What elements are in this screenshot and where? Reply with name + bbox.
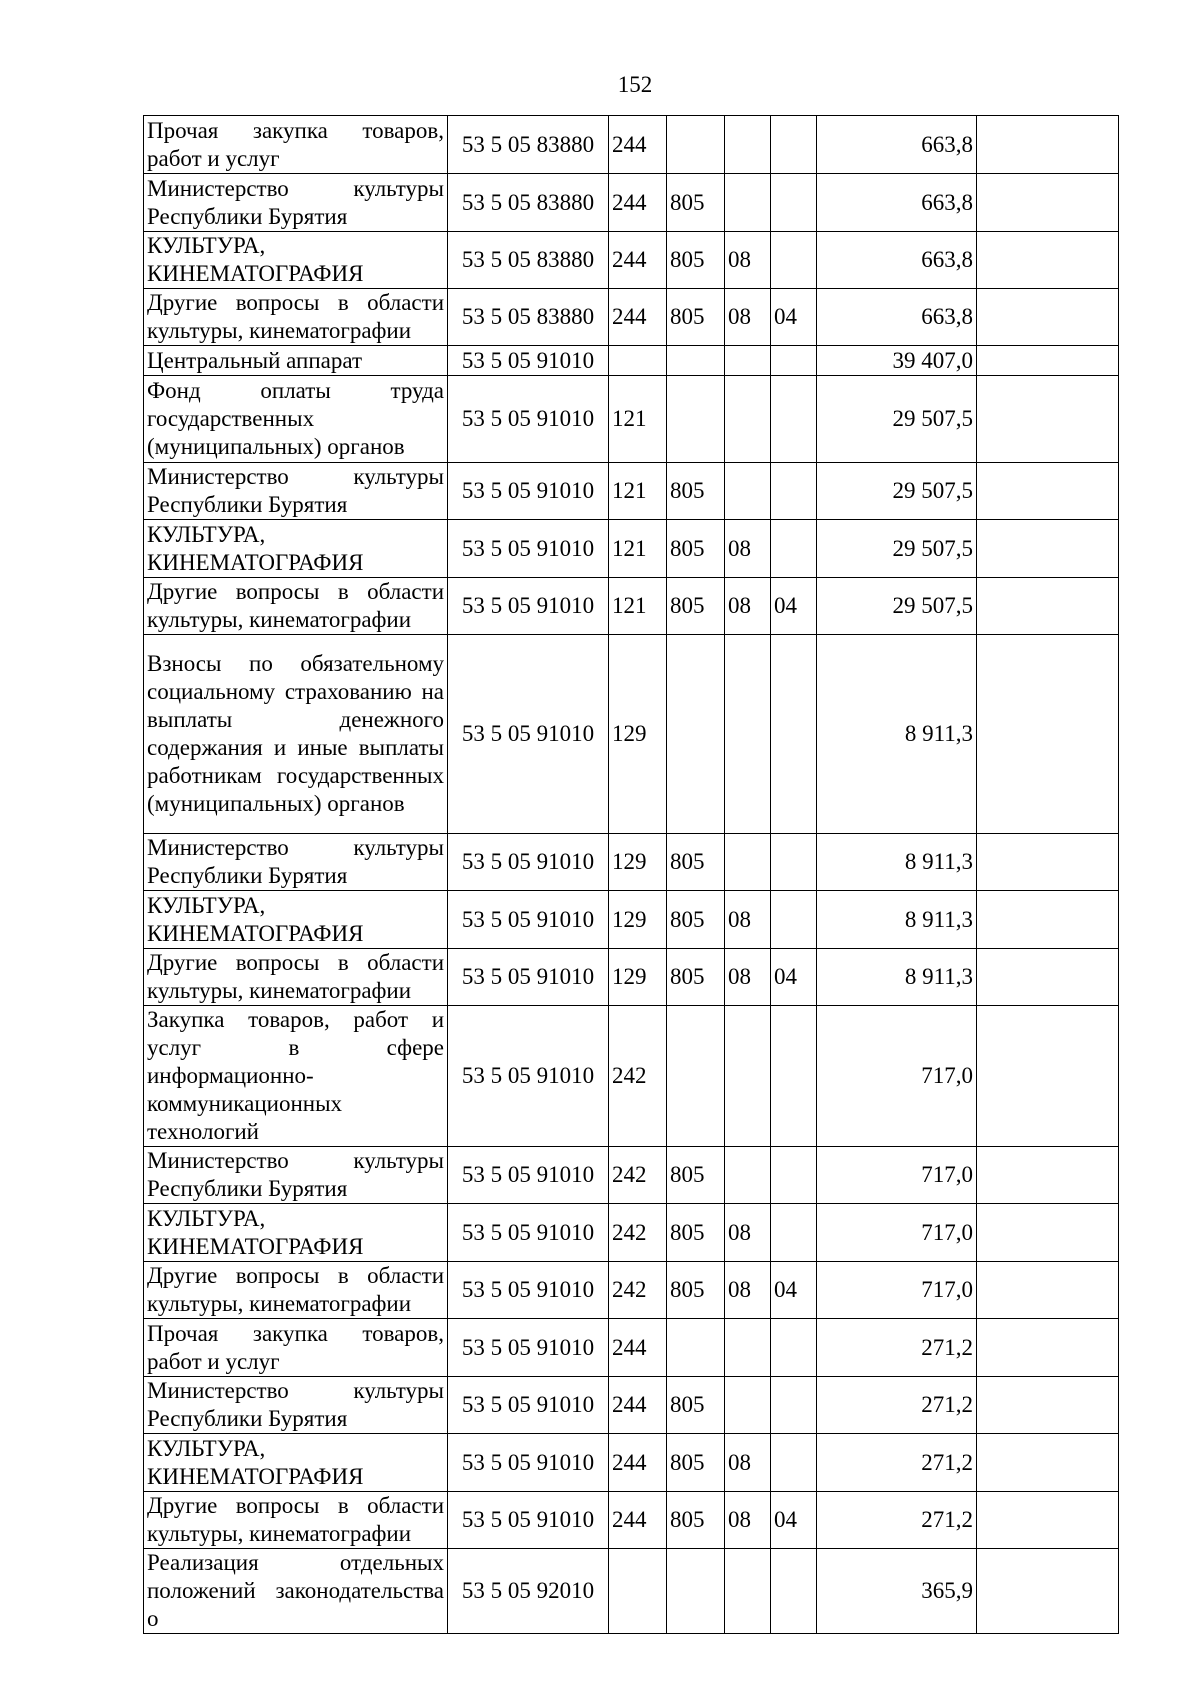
expense-type-cell: 121 [609, 578, 667, 635]
section-cell: 08 [725, 520, 771, 578]
section-cell [725, 635, 771, 834]
row-name-cell: Другие вопросы в области культуры, кинематографии [144, 578, 448, 635]
row-name-cell: Прочая закупка товаров, работ и услуг [144, 116, 448, 174]
row-name-cell: Другие вопросы в области культуры, кинематографии [144, 289, 448, 346]
subsection-cell [771, 346, 817, 376]
empty-cell [977, 463, 1119, 520]
amount-cell: 271,2 [817, 1492, 977, 1549]
row-name-cell: Другие вопросы в области культуры, кинематографии [144, 1262, 448, 1319]
ministry-code-cell [667, 376, 725, 463]
ministry-code-cell: 805 [667, 1204, 725, 1262]
table-row [144, 1262, 1119, 1319]
empty-cell [977, 116, 1119, 174]
row-name-cell: Другие вопросы в области культуры, кинематографии [144, 1492, 448, 1549]
empty-cell [977, 376, 1119, 463]
target-article-cell: 53 5 05 83880 [448, 116, 609, 174]
target-article-cell: 53 5 05 91010 [448, 891, 609, 949]
amount-cell: 29 507,5 [817, 376, 977, 463]
expense-type-cell: 129 [609, 891, 667, 949]
amount-cell: 717,0 [817, 1204, 977, 1262]
target-article-cell: 53 5 05 91010 [448, 1377, 609, 1434]
ministry-code-cell: 805 [667, 834, 725, 891]
expense-type-cell: 242 [609, 1147, 667, 1204]
target-article-cell: 53 5 05 91010 [448, 1006, 609, 1147]
row-name-cell: Взносы по обязательному социальному страхованию на выплаты денежного содержания и иные выплаты работникам государственных (муниципальных) органов [144, 635, 448, 834]
table-row [144, 1147, 1119, 1204]
row-name-cell: Реализация отдельных положений законодательства о [144, 1549, 448, 1634]
row-name-cell: Министерство культуры Республики Бурятия [144, 1377, 448, 1434]
amount-cell: 39 407,0 [817, 346, 977, 376]
table-row [144, 520, 1119, 578]
ministry-code-cell: 805 [667, 578, 725, 635]
section-cell [725, 1549, 771, 1634]
amount-cell: 717,0 [817, 1262, 977, 1319]
section-cell [725, 1377, 771, 1434]
row-name-cell: КУЛЬТУРА, КИНЕМАТОГРАФИЯ [144, 1434, 448, 1492]
target-article-cell: 53 5 05 91010 [448, 949, 609, 1006]
section-cell: 08 [725, 578, 771, 635]
target-article-cell: 53 5 05 91010 [448, 635, 609, 834]
expense-type-cell: 244 [609, 1492, 667, 1549]
ministry-code-cell: 805 [667, 1262, 725, 1319]
expense-type-cell [609, 346, 667, 376]
expense-type-cell: 244 [609, 1434, 667, 1492]
amount-cell: 271,2 [817, 1319, 977, 1377]
table-row [144, 891, 1119, 949]
target-article-cell: 53 5 05 91010 [448, 1147, 609, 1204]
row-name-cell: КУЛЬТУРА, КИНЕМАТОГРАФИЯ [144, 1204, 448, 1262]
amount-cell: 663,8 [817, 289, 977, 346]
table-row [144, 1492, 1119, 1549]
target-article-cell: 53 5 05 91010 [448, 1262, 609, 1319]
table-row [144, 232, 1119, 289]
subsection-cell [771, 1006, 817, 1147]
empty-cell [977, 1006, 1119, 1147]
ministry-code-cell: 805 [667, 1492, 725, 1549]
target-article-cell: 53 5 05 91010 [448, 834, 609, 891]
table-row [144, 289, 1119, 346]
section-cell: 08 [725, 1492, 771, 1549]
subsection-cell: 04 [771, 1492, 817, 1549]
subsection-cell [771, 1434, 817, 1492]
amount-cell: 365,9 [817, 1549, 977, 1634]
table-row [144, 463, 1119, 520]
ministry-code-cell: 805 [667, 1377, 725, 1434]
expense-type-cell: 121 [609, 520, 667, 578]
subsection-cell [771, 463, 817, 520]
section-cell: 08 [725, 232, 771, 289]
subsection-cell [771, 834, 817, 891]
empty-cell [977, 834, 1119, 891]
section-cell [725, 834, 771, 891]
empty-cell [977, 1319, 1119, 1377]
subsection-cell [771, 1377, 817, 1434]
expense-type-cell: 121 [609, 463, 667, 520]
amount-cell: 271,2 [817, 1377, 977, 1434]
expense-type-cell: 129 [609, 949, 667, 1006]
table-row [144, 1377, 1119, 1434]
target-article-cell: 53 5 05 83880 [448, 232, 609, 289]
row-name-cell: КУЛЬТУРА, КИНЕМАТОГРАФИЯ [144, 891, 448, 949]
expense-type-cell: 242 [609, 1006, 667, 1147]
ministry-code-cell [667, 635, 725, 834]
target-article-cell: 53 5 05 91010 [448, 463, 609, 520]
table-row [144, 346, 1119, 376]
subsection-cell [771, 1147, 817, 1204]
ministry-code-cell: 805 [667, 232, 725, 289]
row-name-cell: Фонд оплаты труда государственных (муниципальных) органов [144, 376, 448, 463]
target-article-cell: 53 5 05 91010 [448, 346, 609, 376]
amount-cell: 29 507,5 [817, 463, 977, 520]
empty-cell [977, 578, 1119, 635]
empty-cell [977, 949, 1119, 1006]
amount-cell: 29 507,5 [817, 578, 977, 635]
row-name-cell: КУЛЬТУРА, КИНЕМАТОГРАФИЯ [144, 232, 448, 289]
expense-type-cell: 244 [609, 1377, 667, 1434]
table-row [144, 578, 1119, 635]
table-row [144, 1319, 1119, 1377]
expense-type-cell: 244 [609, 174, 667, 232]
ministry-code-cell: 805 [667, 1147, 725, 1204]
ministry-code-cell [667, 346, 725, 376]
target-article-cell: 53 5 05 83880 [448, 289, 609, 346]
empty-cell [977, 520, 1119, 578]
budget-table [143, 115, 1119, 1634]
empty-cell [977, 346, 1119, 376]
section-cell [725, 174, 771, 232]
empty-cell [977, 1147, 1119, 1204]
subsection-cell: 04 [771, 578, 817, 635]
empty-cell [977, 1204, 1119, 1262]
empty-cell [977, 1434, 1119, 1492]
subsection-cell [771, 891, 817, 949]
empty-cell [977, 635, 1119, 834]
subsection-cell [771, 520, 817, 578]
table-body [144, 116, 1119, 1634]
ministry-code-cell: 805 [667, 891, 725, 949]
expense-type-cell: 244 [609, 232, 667, 289]
section-cell [725, 116, 771, 174]
target-article-cell: 53 5 05 91010 [448, 578, 609, 635]
amount-cell: 663,8 [817, 232, 977, 289]
target-article-cell: 53 5 05 91010 [448, 520, 609, 578]
ministry-code-cell [667, 1549, 725, 1634]
section-cell: 08 [725, 1262, 771, 1319]
subsection-cell [771, 174, 817, 232]
page-number: 152 [617, 72, 653, 97]
empty-cell [977, 891, 1119, 949]
ministry-code-cell: 805 [667, 1434, 725, 1492]
row-name-cell: Центральный аппарат [144, 346, 448, 376]
table-row [144, 635, 1119, 834]
expense-type-cell: 244 [609, 289, 667, 346]
ministry-code-cell: 805 [667, 520, 725, 578]
empty-cell [977, 1549, 1119, 1634]
section-cell [725, 463, 771, 520]
empty-cell [977, 232, 1119, 289]
expense-type-cell: 129 [609, 834, 667, 891]
section-cell: 08 [725, 1204, 771, 1262]
row-name-cell: Другие вопросы в области культуры, кинематографии [144, 949, 448, 1006]
empty-cell [977, 289, 1119, 346]
subsection-cell [771, 376, 817, 463]
subsection-cell [771, 1319, 817, 1377]
subsection-cell [771, 232, 817, 289]
expense-type-cell: 121 [609, 376, 667, 463]
amount-cell: 8 911,3 [817, 891, 977, 949]
table-row [144, 116, 1119, 174]
table-row [144, 834, 1119, 891]
amount-cell: 717,0 [817, 1006, 977, 1147]
row-name-cell: Министерство культуры Республики Бурятия [144, 463, 448, 520]
amount-cell: 663,8 [817, 174, 977, 232]
target-article-cell: 53 5 05 91010 [448, 1319, 609, 1377]
table-row [144, 949, 1119, 1006]
empty-cell [977, 1492, 1119, 1549]
amount-cell: 29 507,5 [817, 520, 977, 578]
row-name-cell: Министерство культуры Республики Бурятия [144, 1147, 448, 1204]
table-row [144, 174, 1119, 232]
row-name-cell: Прочая закупка товаров, работ и услуг [144, 1319, 448, 1377]
section-cell [725, 1147, 771, 1204]
amount-cell: 8 911,3 [817, 949, 977, 1006]
table-row [144, 1434, 1119, 1492]
ministry-code-cell: 805 [667, 174, 725, 232]
section-cell: 08 [725, 289, 771, 346]
section-cell: 08 [725, 1434, 771, 1492]
subsection-cell: 04 [771, 1262, 817, 1319]
expense-type-cell: 244 [609, 116, 667, 174]
subsection-cell [771, 1549, 817, 1634]
target-article-cell: 53 5 05 91010 [448, 1434, 609, 1492]
subsection-cell [771, 635, 817, 834]
section-cell: 08 [725, 891, 771, 949]
subsection-cell [771, 1204, 817, 1262]
ministry-code-cell: 805 [667, 463, 725, 520]
section-cell [725, 1006, 771, 1147]
ministry-code-cell [667, 1319, 725, 1377]
ministry-code-cell: 805 [667, 949, 725, 1006]
section-cell [725, 376, 771, 463]
expense-type-cell [609, 1549, 667, 1634]
target-article-cell: 53 5 05 91010 [448, 1204, 609, 1262]
row-name-cell: КУЛЬТУРА, КИНЕМАТОГРАФИЯ [144, 520, 448, 578]
section-cell: 08 [725, 949, 771, 1006]
expense-type-cell: 242 [609, 1204, 667, 1262]
ministry-code-cell [667, 1006, 725, 1147]
ministry-code-cell: 805 [667, 289, 725, 346]
row-name-cell: Министерство культуры Республики Бурятия [144, 174, 448, 232]
ministry-code-cell [667, 116, 725, 174]
section-cell [725, 1319, 771, 1377]
expense-type-cell: 242 [609, 1262, 667, 1319]
empty-cell [977, 174, 1119, 232]
row-name-cell: Закупка товаров, работ и услуг в сфере информационно-коммуникационных технологий [144, 1006, 448, 1147]
section-cell [725, 346, 771, 376]
target-article-cell: 53 5 05 92010 [448, 1549, 609, 1634]
target-article-cell: 53 5 05 91010 [448, 376, 609, 463]
table-row [144, 1549, 1119, 1634]
target-article-cell: 53 5 05 83880 [448, 174, 609, 232]
target-article-cell: 53 5 05 91010 [448, 1492, 609, 1549]
table-row [144, 1006, 1119, 1147]
table-row [144, 376, 1119, 463]
amount-cell: 663,8 [817, 116, 977, 174]
expense-type-cell: 129 [609, 635, 667, 834]
amount-cell: 717,0 [817, 1147, 977, 1204]
row-name-cell: Министерство культуры Республики Бурятия [144, 834, 448, 891]
subsection-cell [771, 116, 817, 174]
empty-cell [977, 1377, 1119, 1434]
expense-type-cell: 244 [609, 1319, 667, 1377]
amount-cell: 8 911,3 [817, 635, 977, 834]
subsection-cell: 04 [771, 289, 817, 346]
amount-cell: 8 911,3 [817, 834, 977, 891]
amount-cell: 271,2 [817, 1434, 977, 1492]
table-row [144, 1204, 1119, 1262]
subsection-cell: 04 [771, 949, 817, 1006]
empty-cell [977, 1262, 1119, 1319]
